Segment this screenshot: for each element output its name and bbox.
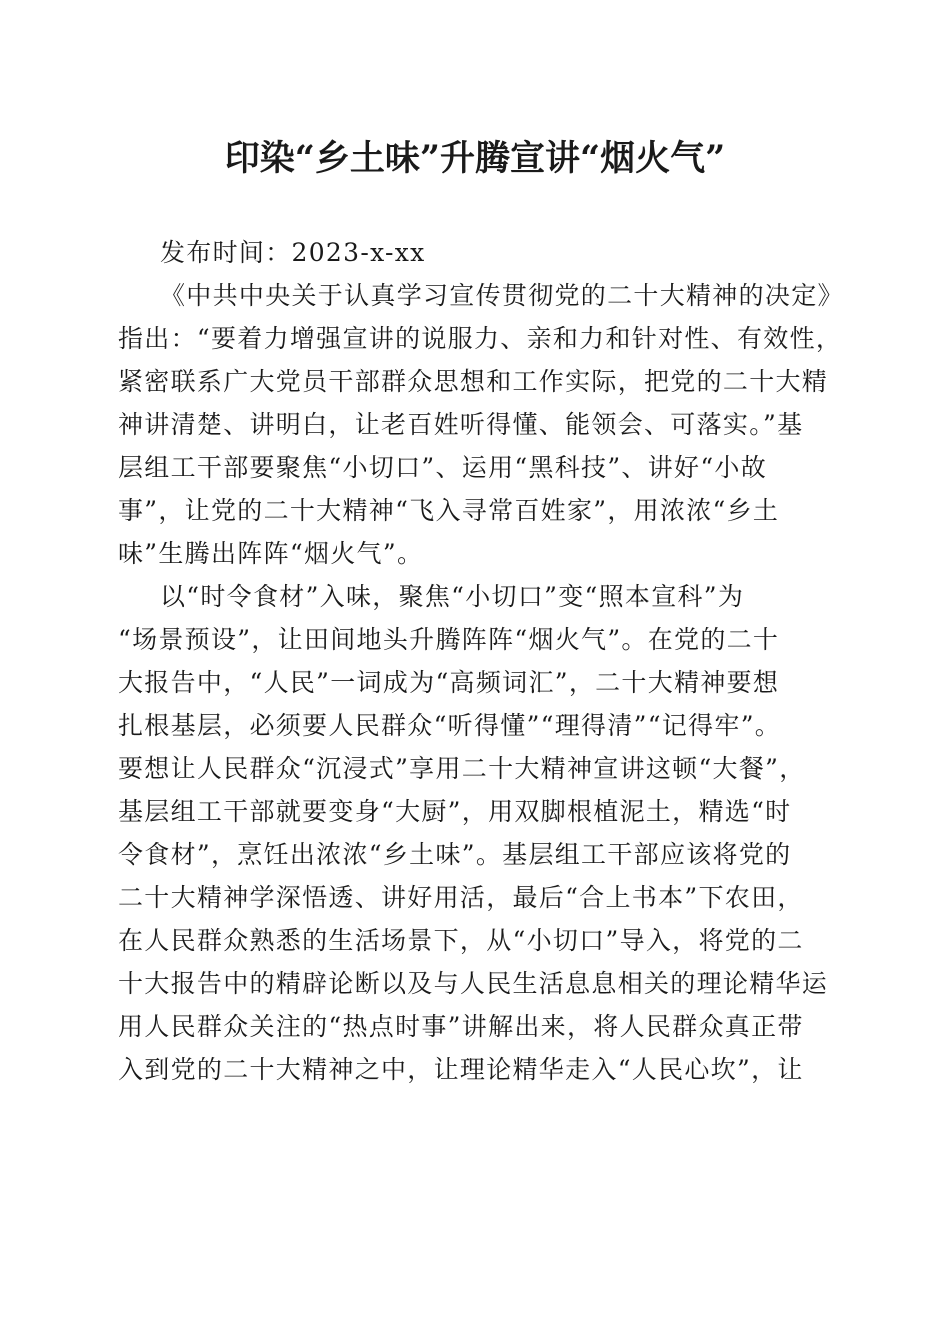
paragraph-2-line: 在人民群众熟悉的生活场景下，从“小切口”导入，将党的二 xyxy=(118,926,804,955)
paragraph-2-line: 用人民群众关注的“热点时事”讲解出来，将人民群众真正带 xyxy=(118,1012,804,1041)
paragraph-1-line: 事”，让党的二十大精神“飞入寻常百姓家”，用浓浓“乡土 xyxy=(118,496,780,525)
paragraph-1-line: 指出：“要着力增强宣讲的说服力、亲和力和针对性、有效性， xyxy=(118,324,843,353)
paragraph-2-line: 二十大精神学深悟透、讲好用活，最后“合上书本”下农田， xyxy=(118,883,804,912)
paragraph-1-line: 味”生腾出阵阵“烟火气”。 xyxy=(118,539,424,568)
paragraph-1-line: 《中共中央关于认真学习宣传贯彻党的二十大精神的决定》 xyxy=(160,281,844,310)
paragraph-2-line: “场景预设”，让田间地头升腾阵阵“烟火气”。在党的二十 xyxy=(118,625,780,654)
paragraph-2-line: 大报告中，“人民”一词成为“高频词汇”，二十大精神要想 xyxy=(118,668,780,697)
paragraph-2-line: 入到党的二十大精神之中，让理论精华走入“人民心坎”，让 xyxy=(118,1055,804,1084)
document-body xyxy=(118,231,844,1091)
paragraph-1-line: 神讲清楚、讲明白，让老百姓听得懂、能领会、可落实。”基 xyxy=(118,410,804,439)
paragraph-2-line: 以“时令食材”入味，聚焦“小切口”变“照本宣科”为 xyxy=(160,582,745,611)
paragraph-1-line: 层组工干部要聚焦“小切口”、运用“黑科技”、讲好“小故 xyxy=(118,453,768,482)
paragraph-1-line: 紧密联系广大党员干部群众思想和工作实际，把党的二十大精 xyxy=(118,367,829,396)
paragraph-2-line: 十大报告中的精辟论断以及与人民生活息息相关的理论精华运 xyxy=(118,969,829,998)
paragraph-2-line: 令食材”，烹饪出浓浓“乡土味”。基层组工干部应该将党的 xyxy=(118,840,792,869)
paragraph-2-line: 扎根基层，必须要人民群众“听得懂”“理得清”“记得牢”。 xyxy=(118,711,782,740)
document-title: 印染“乡土味”升腾宣讲“烟火气” xyxy=(224,138,726,179)
publish-date: 发布时间：2023-x-xx xyxy=(160,238,426,267)
paragraph-2-line: 要想让人民群众“沉浸式”享用二十大精神宣讲这顿“大餐”， xyxy=(118,754,806,783)
paragraph-2-line: 基层组工干部就要变身“大厨”，用双脚根植泥土，精选“时 xyxy=(118,797,792,826)
